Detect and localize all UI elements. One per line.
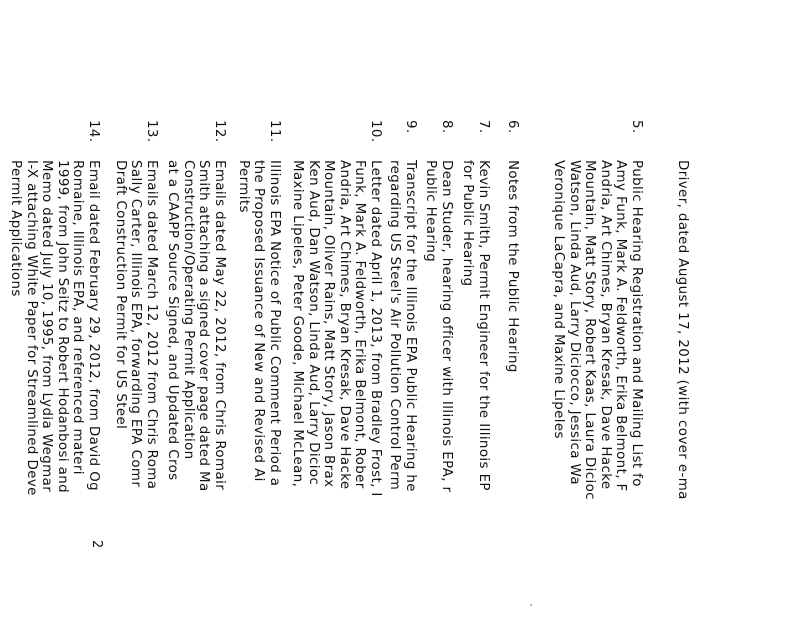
item-number: 10. bbox=[368, 120, 383, 143]
item-line: Romaine, Illinois EPA, and referenced materi bbox=[70, 160, 86, 475]
item-line: Public Hearing bbox=[423, 160, 439, 263]
item-text bbox=[8, 160, 101, 496]
item-text bbox=[113, 160, 160, 489]
item-text bbox=[165, 160, 227, 492]
item-number: 6. bbox=[505, 120, 520, 134]
item-line: Mountain, Matt Story, Robert Kaas, Laura Dicioc bbox=[582, 160, 598, 500]
item-line: Dean Studer, hearing officer with Illinois EPA, r bbox=[439, 160, 454, 493]
page-number: 2 bbox=[89, 540, 104, 549]
item-line: Amy Funk, Mark A. Feldworth, Erika Belmont, F bbox=[613, 160, 629, 492]
item-line: I-X attaching White Paper for Streamlined Deve bbox=[24, 160, 39, 496]
item-text bbox=[460, 160, 491, 491]
item-number: 5. bbox=[629, 120, 644, 134]
item-line: Construction/Operating Permit Application bbox=[181, 160, 196, 460]
item-number: 13. bbox=[144, 120, 159, 143]
item-line: Transcript for the Illinois EPA Public Hearing he bbox=[403, 160, 418, 492]
item-line: for Public Hearing bbox=[460, 160, 476, 287]
item-line: Veronique LaCapra, and Maxine Lipeles bbox=[551, 160, 567, 439]
item-text bbox=[290, 160, 383, 497]
item-line: Draft Construction Permit for US Steel bbox=[113, 160, 128, 430]
item-text bbox=[551, 160, 644, 500]
item-line: Ken Aud, Dan Watson, Linda Aud, Larry Dicioc bbox=[306, 160, 321, 486]
item-number: 8. bbox=[439, 120, 454, 134]
item-number: 7. bbox=[476, 120, 491, 134]
item-line: Permits bbox=[236, 160, 251, 213]
item-line: Emails dated May 22, 2012, from Chris Romair bbox=[212, 160, 227, 491]
item-line: Letter dated April 1, 2013, from Bradley Frost, I bbox=[368, 160, 383, 497]
item-line: the Proposed Issuance of New and Revised Ai bbox=[251, 160, 267, 482]
item-line: Email dated February 29, 2012, from David Og bbox=[86, 160, 101, 492]
item-line: Illinois EPA Notice of Public Comment Period a bbox=[267, 160, 282, 487]
item-text bbox=[236, 160, 283, 486]
item-number: 12. bbox=[212, 120, 227, 143]
item-text bbox=[387, 160, 418, 492]
item-line: regarding US Steel's Air Pollution Control Perm bbox=[387, 160, 403, 491]
item-line: Sally Carter, Illinois EPA, forwarding EPA Comr bbox=[128, 160, 144, 488]
item-line: Notes from the Public Hearing bbox=[505, 160, 520, 373]
item-line: at a CAAPP Source Signed, and Updated Cros bbox=[165, 160, 181, 481]
item-line: Mountain, Oliver Rains, Matt Story, Jason Brax bbox=[321, 160, 337, 488]
item-line: 1999, from John Seitz to Robert Hodanbosi and bbox=[55, 160, 70, 494]
item-line: Smith attaching a signed cover page dated Ma bbox=[196, 160, 212, 492]
item-text bbox=[505, 160, 521, 373]
item-line: Public Hearing Registration and Mailing List fo bbox=[629, 160, 644, 487]
item-line: Funk, Mark A. Feldworth, Erika Belmont, Rober bbox=[352, 160, 368, 489]
header-text: Driver, dated August 17, 2012 (with cover e-ma bbox=[675, 160, 690, 500]
item-line: Andria, Art Chimes, Bryan Kresak, Dave Hacke bbox=[598, 160, 613, 490]
rotated-document-body bbox=[8, 120, 690, 618]
scan-speck bbox=[530, 604, 532, 606]
item-line: Andria, Art Chimes, Bryan Kresak, Dave Hacke bbox=[337, 160, 352, 490]
item-line: Watson, Linda Aud, Larry Diciocco, Jessica Wa bbox=[567, 160, 582, 485]
item-number: 14. bbox=[86, 120, 101, 143]
item-line: Emails dated March 12, 2012 from Chris Roma bbox=[144, 160, 159, 490]
item-line: Maxine Lipeles, Peter Goode, Michael McLean, bbox=[290, 160, 306, 488]
item-line: Permit Applications bbox=[8, 160, 24, 297]
item-line: Memo dated July 10, 1995, from Lydia Wegmar bbox=[39, 160, 55, 493]
item-line: Kevin Smith, Permit Engineer for the Illinois EP bbox=[476, 160, 491, 491]
item-text bbox=[423, 160, 454, 492]
item-number: 11. bbox=[267, 120, 282, 143]
item-number: 9. bbox=[403, 120, 418, 134]
